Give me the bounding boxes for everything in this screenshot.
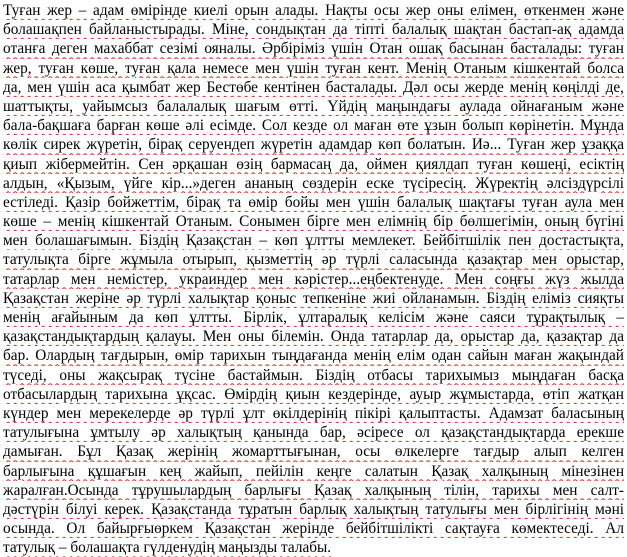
text-line: дамыған. Бұл Қазақ жерінің жомарттығынан, осы өлкелерге тағдыр алып келген <box>3 443 624 461</box>
text-line: түседі, оны жақсырақ түсіне бастаймын. Біздің отбасы тарихымыз мыңдаған басқа <box>3 366 624 384</box>
text-line: да, мен үшін аса қымбат жер Бестөбе кентінен басталады. Дәл осы жерде менің көңілді де, <box>3 78 624 96</box>
text-line: бала-бақшаға барған көше әлі есімде. Сол кезде ол маған өте ұзын болып көрінетін. Мұнда <box>3 117 624 135</box>
text-line: қиып жібермейтін. Сен әрқашан өзің бармасаң да, оймен қиялдап туған көшеңі, есіктің <box>3 155 624 173</box>
text-line: барлығына құшағын кең жайып, пейілін кеңге салатын Қазақ халқының мінезінен <box>3 462 624 480</box>
text-line: шаттықты, уайымсыз балалалық шағым өтті. Үйдің маңындағы аулада ойнағаным және <box>3 97 624 115</box>
text-line: татарлар мен немістер, украиндер мен кәрістер...еңбектенуде. Мен соңғы жүз жылда <box>3 270 624 288</box>
text-line: отбасылардың тарихына ұқсас. Өмірдің қиын кездерінде, ауыр жұмыстарда, өтіп жатқан <box>3 385 624 403</box>
text-line: осында. Ол байырғыөркем Қазақстан жерінде бейбітшілікті сақтауға көмектеседі. Ал <box>3 520 624 538</box>
text-line: естіледі. Қазір бойжеттім, бірақ та өмір бойы мен үшін балалық шақтағы туған аула мен <box>3 193 624 211</box>
text-line: татулықта бірге жұмыла отырып, қызметтің әр түрлі саласында қазақтар мен орыстар, <box>3 251 624 269</box>
text-line: Қазақстан жеріне әр түрлі халықтар қоныс тепкеніне жиі ойланамын. Біздің еліміз сияқты <box>3 289 624 307</box>
text-line: татулық – болашақта гүлденудің маңызды талабы. <box>3 539 332 557</box>
text-line: дәстүрін білуі керек. Қазақстанда тұратын барлық халықтың татулығы мен бірлігінің мәні <box>3 500 624 518</box>
text-line: көлік сирек жүретін, бірақ серуендеп жүретін адамдар көп болатын. Иә... Туған жер ұзаққа <box>3 136 624 154</box>
text-line: Туған жер – адам өмірінде киелі орын алады. Нақты осы жер оны елімен, өткенмен және <box>3 2 624 19</box>
document-body <box>3 1 624 557</box>
text-line: бар. Олардың тағдырын, өмір тарихын тыңдағанда менің елім одан сайын маған жақындай <box>3 347 624 365</box>
text-line: мен болашағымын. Біздің Қазақстан – көп ұлтты мемлекет. Бейбітшілік пен достастықта, <box>3 232 624 250</box>
text-line: жер, туған көше, туған қала немесе мен үшін туған кент. Менің Отаным кішкентай болса <box>3 59 624 77</box>
text-line: болашақпен байланыстырады. Міне, сондықтан да тіпті балалық шақтан бастап-ақ адамда <box>3 21 624 39</box>
text-line: күндер мен мерекелерде әр түрлі ұлт өкілдерінің пікірі қалыптасты. Адамзат баласының <box>3 404 624 422</box>
text-line: жаралған.Осында тұрушылардың барлығы Қазақ халқының тілін, тарихы мен салт- <box>3 481 624 499</box>
text-line: отанға деген махаббат сезімі ояналы. Әрбіріміз үшін Отан ошақ басынан басталады: туған <box>3 40 624 58</box>
text-line: менің ағайыным да көп ұлтты. Бірлік, ұлтаралық келісім және саяси тұрақтылық – <box>3 309 624 326</box>
text-line: татулығына ұмтылу әр халықтың қанында бар, әсіресе ол қазақстандықтарда ерекше <box>3 424 624 442</box>
text-line: қазақстандықтардың қалауы. Мен оны білемін. Онда татарлар да, орыстар да, қазақтар да <box>3 328 624 346</box>
text-line: көше – менің кішкентай Отаным. Сонымен бірге мен елімнің бір бөлшегімін, оның бүгіні <box>3 213 624 231</box>
text-line: алдын, «Қызым, үйге кір...»деген ананың сөздерін еске түсіресің. Жүректің әлсіздүрсілі <box>3 174 624 192</box>
